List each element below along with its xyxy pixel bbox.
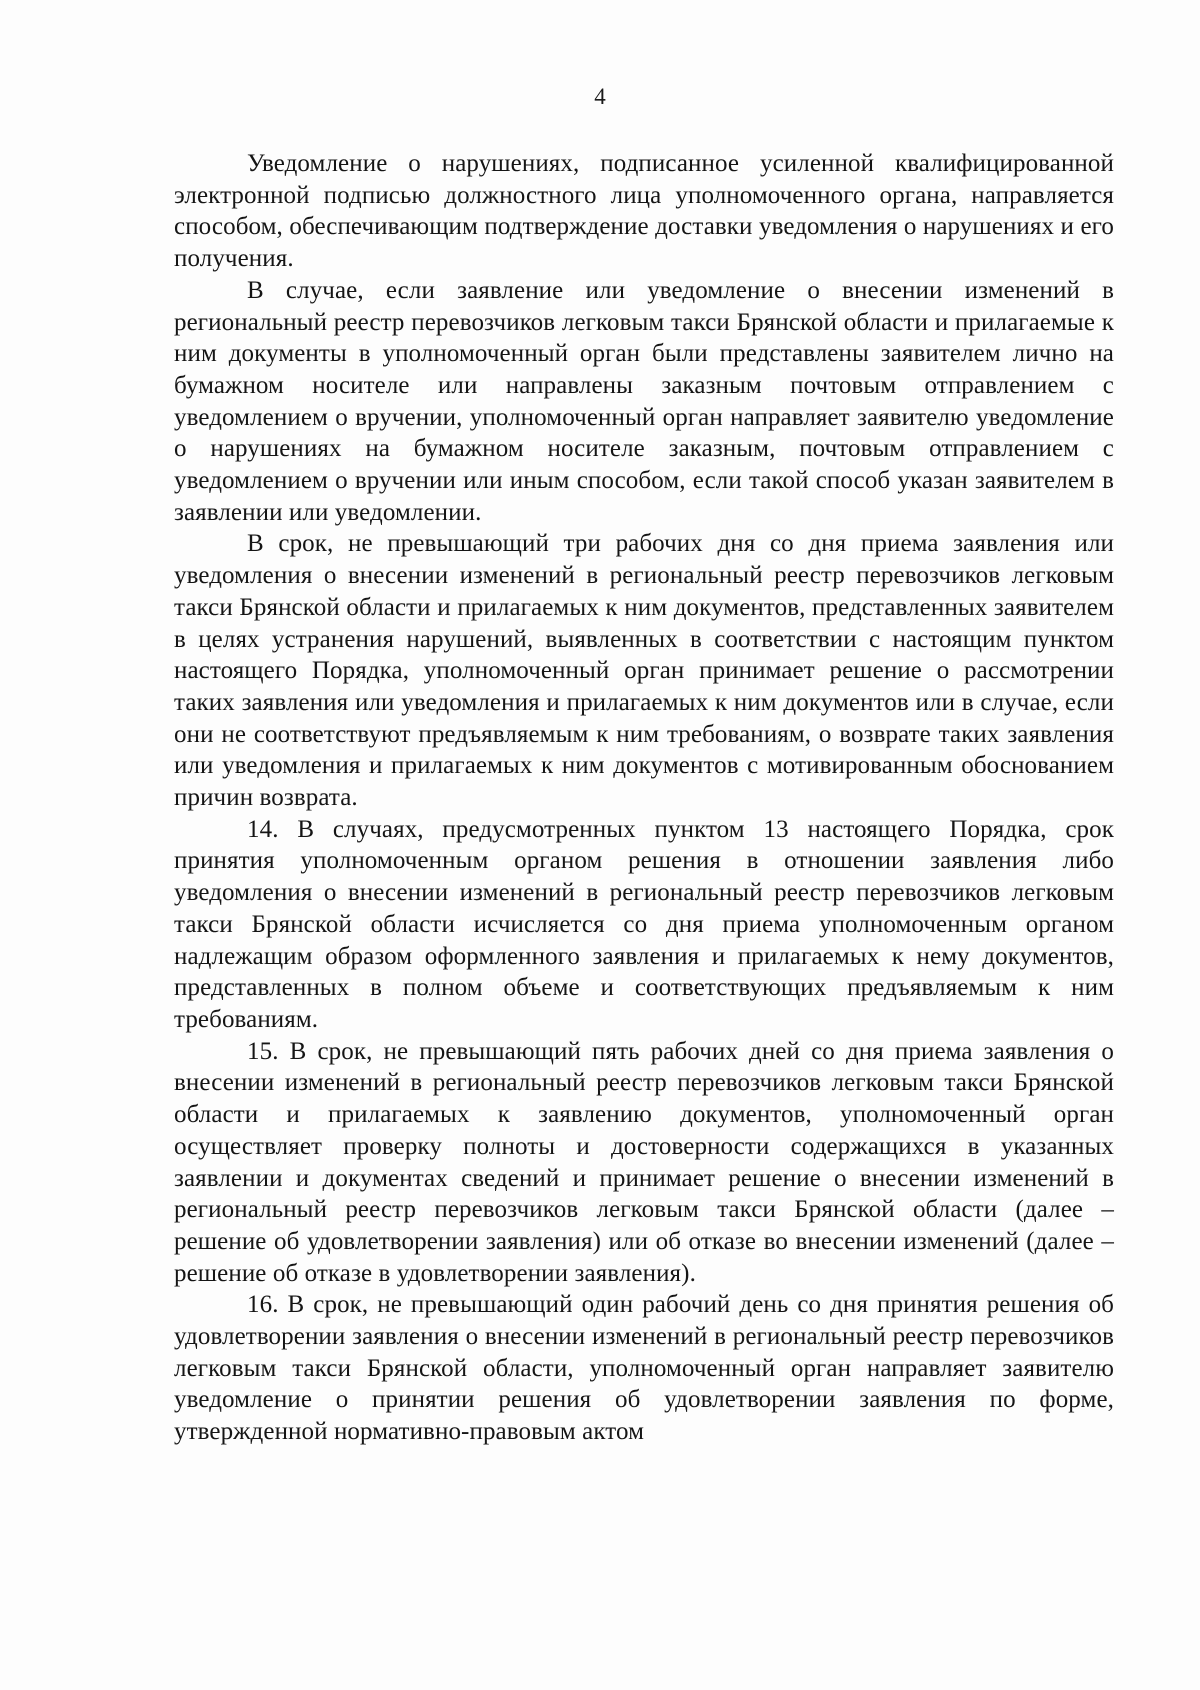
paragraph-violation-notice: Уведомление о нарушениях, подписанное усиленной квалифицированной электронной подписью должностного лица уполномоченного органа, направляется способом, обеспечивающим подтверждение доставки уведомления о нарушениях и его получения. <box>174 150 1114 273</box>
document-body <box>174 148 1114 1448</box>
paragraph-clause-16: 16. В срок, не превышающий один рабочий день со дня принятия решения об удовлетворении заявления о внесении изменений в региональный реестр перевозчиков легковым такси Брянской области, уполномоченный орган направляет заявителю уведомление о принятии решения об удовлетворении заявления по форме, утвержденной нормативно-правовым актом <box>174 1291 1114 1446</box>
paragraph-three-day-term: В срок, не превышающий три рабочих дня со дня приема заявления или уведомления о внесении изменений в региональный реестр перевозчиков легковым такси Брянской области и прилагаемых к ним документов, представленных заявителем в целях устранения нарушений, выявленных в соответствии с настоящим пунктом настоящего Порядка, уполномоченный орган принимает решение о рассмотрении таких заявления или уведомления и прилагаемых к ним документов или в случае, если они не соответствуют предъявляемым к ним требованиям, о возврате таких заявления или уведомления и прилагаемых к ним документов с мотивированным обоснованием причин возврата. <box>174 530 1114 812</box>
paragraph-clause-14: 14. В случаях, предусмотренных пунктом 13 настоящего Порядка, срок принятия уполномоченным органом решения в отношении заявления либо уведомления о внесении изменений в региональный реестр перевозчиков легковым такси Брянской области исчисляется со дня приема уполномоченным органом надлежащим образом оформленного заявления и прилагаемых к нему документов, представленных в полном объеме и соответствующих предъявляемым к ним требованиям. <box>174 815 1114 1033</box>
paragraph-clause-15: 15. В срок, не превышающий пять рабочих дней со дня приема заявления о внесении изменений в региональный реестр перевозчиков легковым такси Брянской области и прилагаемых к заявлению документов, уполномоченный орган осуществляет проверку полноты и достоверности содержащихся в указанных заявлении и документах сведений и принимает решение о внесении изменений в региональный реестр перевозчиков легковым такси Брянской области (далее – решение об удовлетворении заявления) или об отказе во внесении изменений (далее – решение об отказе в удовлетворении заявления). <box>174 1037 1114 1287</box>
paragraph-paper-submission: В случае, если заявление или уведомление о внесении изменений в региональный реестр перевозчиков легковым такси Брянской области и прилагаемые к ним документы в уполномоченный орган были представлены заявителем лично на бумажном носителе или направлены заказным почтовым отправлением с уведомлением о вручении, уполномоченный орган направляет заявителю уведомление о нарушениях на бумажном носителе заказным, почтовым отправлением с уведомлением о вручении или иным способом, если такой способ указан заявителем в заявлении или уведомлении. <box>174 276 1114 526</box>
page-number: 4 <box>594 84 606 109</box>
